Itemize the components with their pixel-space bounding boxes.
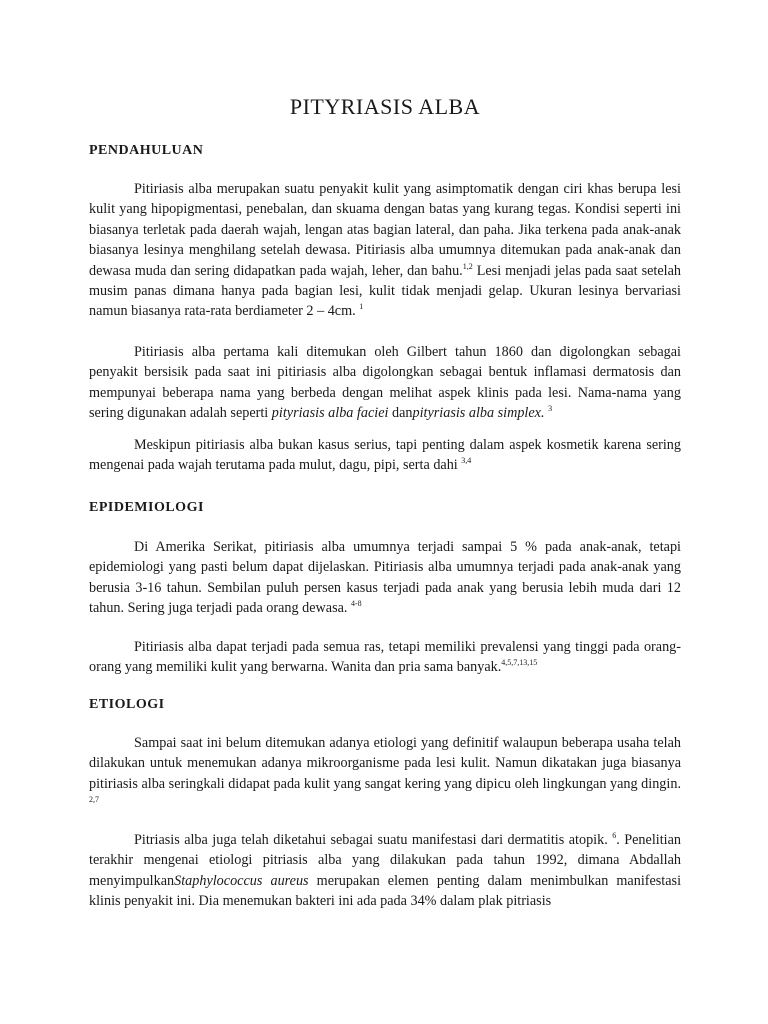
citation: 1 [359, 302, 364, 312]
paragraph-etiologi-2: Pitriasis alba juga telah diketahui sebagai suatu manifestasi dari dermatitis atopik. $^6$. Penelitian terakhir mengenai etiologi pitriasis alba yang dilakukan pada tahun 1992, dimana Abdallah menyimpulkanStaphylococcus aureus merupakan elemen penting dalam menimbulkan manifestasi klinis penyakit ini. Dia menemukan bakteri ini ada pada 34% dalam plak pitriasis [89, 831, 682, 910]
paragraph-pendahuluan-3: Meskipun pitiriasis alba bukan kasus serius, tapi penting dalam aspek kosmetik karena sering mengenai pada wajah terutama pada mulut, dagu, pipi, serta dahi $^{3,4}$ [89, 437, 681, 474]
heading-etiologi: ETIOLOGI [89, 697, 165, 712]
paragraph-epidemiologi-1: Di Amerika Serikat, pitiriasis alba umumnya terjadi sampai 5 % pada anak-anak, tetapi epidemiologi yang pasti belum dapat dijelaskan. Pitiriasis alba umumnya terjadi pada anak-anak yang berusia 3-16 tahun. Sembilan puluh persen kasus terjadi pada anak yang berusia lebih muda dari 12 tahun. Sering juga terjadi pada orang dewasa. $^{4-8}$ [89, 539, 681, 617]
paragraph-pendahuluan-1: Pitiriasis alba merupakan suatu penyakit kulit yang asimptomatik dengan ciri khas berupa lesi kulit yang hipopigmentasi, penebalan, dan skuama dengan batas yang kurang tegas. Kondisi seperti ini biasanya terletak pada daerah wajah, lengan atas bagian lateral, dan paha. Jika terkena pada anak-anak biasanya lesinya menghilang setelah dewasa. Pitiriasis alba umumnya ditemukan pada anak-anak dan dewasa muda dan sering didapatkan pada wajah, leher, dan bahu.$^{1,2}$ Lesi menjadi jelas pada saat setelah musim panas dimana hanya pada bagian lesi, kulit tidak menjadi gelap. Ukuran lesinya bervariasi namun biasanya rata-rata berdiameter 2 – 4cm. $^1$ [89, 181, 681, 320]
document-page [89, 0, 681, 1024]
citation: 1,2 [462, 261, 473, 271]
citation: 3,4 [461, 456, 472, 466]
citation: 4-8 [350, 599, 362, 609]
paragraph-etiologi-1: Sampai saat ini belum ditemukan adanya etiologi yang definitif walaupun beberapa usaha telah dilakukan untuk menemukan adanya mikroorganisme pada lesi kulit. Namun dikatakan juga biasanya pitiriasis alba seringkali didapat pada kulit yang sangat kering yang dipicu oleh lingkungan yang dingin. $^{2,7}$ [89, 735, 681, 805]
citation: 2,7 [89, 795, 99, 805]
citation: 3 [548, 404, 553, 414]
citation: 6 [612, 831, 617, 840]
citation: 4,5,7,13,15 [501, 658, 538, 668]
paragraph-pendahuluan-2: Pitiriasis alba pertama kali ditemukan oleh Gilbert tahun 1860 dan digolongkan sebagai penyakit bersisik pada saat ini pitiriasis alba digolongkan sebagai bentuk inflamasi dermatosis dan mempunyai beberapa nama yang berbeda dengan melihat aspek klinis pada lesi. Nama-nama yang sering digunakan adalah seperti pityriasis alba faciei danpityriasis alba simplex. $^3$ [89, 344, 681, 422]
document-title: PITYRIASIS ALBA [289, 94, 481, 119]
heading-epidemiologi: EPIDEMIOLOGI [89, 500, 204, 515]
paragraph-epidemiologi-2: Pitiriasis alba dapat terjadi pada semua ras, tetapi memiliki prevalensi yang tinggi pada orang-orang yang memiliki kulit yang berwarna. Wanita dan pria sama banyak.$^{4,5,7,13,15}$ [89, 639, 681, 676]
heading-pendahuluan: PENDAHULUAN [89, 143, 204, 158]
